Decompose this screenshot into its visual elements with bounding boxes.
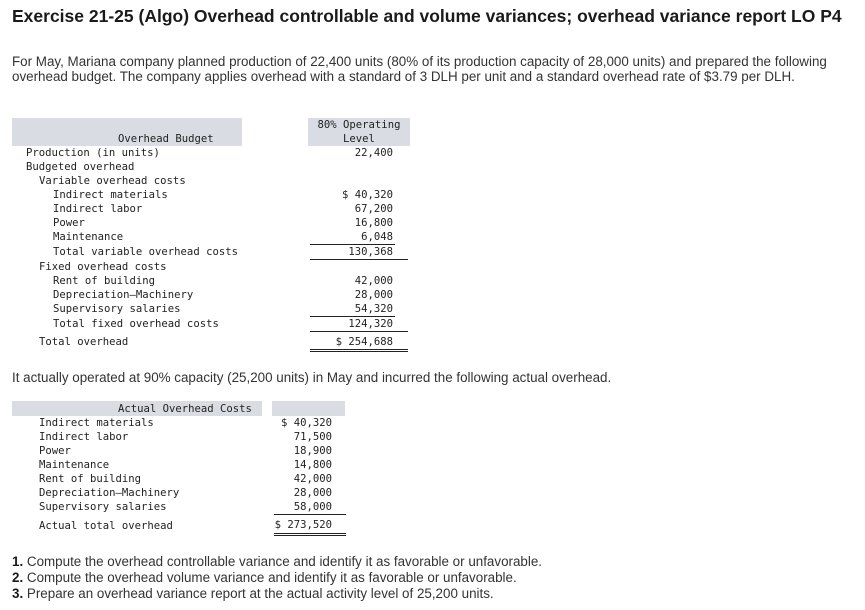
variable-item-label: Indirect labor — [53, 203, 143, 215]
budget-col-header-line2: Level — [343, 133, 375, 145]
actual-item-value: 42,000 — [293, 473, 332, 485]
actual-item-label: Indirect materials — [39, 417, 154, 429]
actual-item-value: 71,500 — [293, 431, 332, 443]
budget-col-header-line1: 80% Operating — [317, 119, 401, 131]
total-variable-value: 130,368 — [348, 246, 393, 258]
fixed-costs-label: Fixed overhead costs — [39, 261, 167, 273]
actual-operation-text: It actually operated at 90% capacity (25,200 units) in May and incurred the following actual overhead. — [12, 370, 612, 385]
variable-total-rule — [310, 259, 408, 260]
actual-overhead-table — [12, 401, 352, 539]
actual-item-value: 58,000 — [293, 501, 332, 513]
fixed-total-rule — [310, 331, 408, 332]
actual-item-label: Power — [39, 445, 71, 457]
actual-total-label: Actual total overhead — [39, 520, 173, 532]
requirement-text: Compute the overhead volume variance and identify it as favorable or unfavorable. — [26, 570, 517, 585]
variable-item-label: Maintenance — [53, 231, 124, 243]
actual-item-label: Rent of building — [39, 473, 142, 485]
variable-item-label: Power — [53, 217, 85, 229]
fixed-item-value: 28,000 — [354, 289, 393, 301]
total-overhead-value: $ 254,688 — [335, 336, 393, 348]
variable-item-value: $ 40,320 — [341, 189, 393, 201]
requirement-number: 2. — [12, 570, 24, 585]
actual-subtotal-rule — [274, 514, 346, 515]
actual-item-label: Maintenance — [39, 459, 110, 471]
requirement-number: 1. — [12, 554, 24, 569]
variable-item-label: Indirect materials — [53, 189, 168, 201]
overhead-budget-table — [12, 118, 412, 353]
actual-value-header-bg — [272, 401, 345, 416]
actual-total-value: $ 273,520 — [274, 519, 332, 531]
actual-item-value: $ 40,320 — [280, 417, 332, 429]
requirement-text: Compute the overhead controllable variance and identify it as favorable or unfavorable. — [26, 554, 543, 569]
actual-item-label: Depreciation—Machinery — [39, 487, 180, 499]
fixed-item-label: Depreciation—Machinery — [53, 289, 194, 301]
actual-total-double-rule — [274, 533, 346, 536]
variable-item-value: 6,048 — [361, 231, 393, 243]
actual-item-value: 18,900 — [293, 445, 332, 457]
requirement-text: Prepare an overhead variance report at the actual activity level of 25,200 units. — [26, 586, 494, 601]
fixed-item-value: 42,000 — [354, 275, 393, 287]
actual-item-label: Indirect labor — [39, 431, 129, 443]
production-label: Production (in units) — [26, 147, 160, 159]
total-overhead-label: Total overhead — [39, 336, 129, 348]
actual-item-label: Supervisory salaries — [39, 501, 167, 513]
exercise-title: Exercise 21-25 (Algo) Overhead controllable and volume variances; overhead variance report LO P4 — [12, 6, 842, 26]
actual-item-value: 14,800 — [293, 459, 332, 471]
budget-header-label: Overhead Budget — [118, 133, 214, 145]
total-overhead-double-rule — [310, 349, 408, 352]
intro-paragraph: For May, Mariana company planned production of 22,400 units (80% of its production capacity of 28,000 units) and prepared the following overhead budget. The company applies overhead with a standard of 3 DLH per unit and a standard overhead rate of $3.79 per DLH. — [12, 54, 827, 84]
requirement-item — [12, 554, 542, 569]
fixed-item-value: 54,320 — [354, 303, 393, 315]
total-fixed-value: 124,320 — [348, 318, 393, 330]
total-fixed-label: Total fixed overhead costs — [53, 318, 219, 330]
requirement-item — [12, 586, 494, 601]
variable-item-value: 67,200 — [354, 203, 393, 215]
requirement-number: 3. — [12, 586, 24, 601]
fixed-item-label: Supervisory salaries — [53, 303, 181, 315]
variable-item-value: 16,800 — [354, 217, 393, 229]
actual-item-value: 28,000 — [293, 487, 332, 499]
fixed-item-label: Rent of building — [53, 275, 156, 287]
budgeted-overhead-label: Budgeted overhead — [26, 161, 135, 173]
production-value: 22,400 — [354, 147, 393, 159]
variable-costs-label: Variable overhead costs — [39, 175, 186, 187]
actual-header-label: Actual Overhead Costs — [118, 403, 252, 415]
requirement-item — [12, 570, 517, 585]
total-variable-label: Total variable overhead costs — [53, 246, 238, 258]
